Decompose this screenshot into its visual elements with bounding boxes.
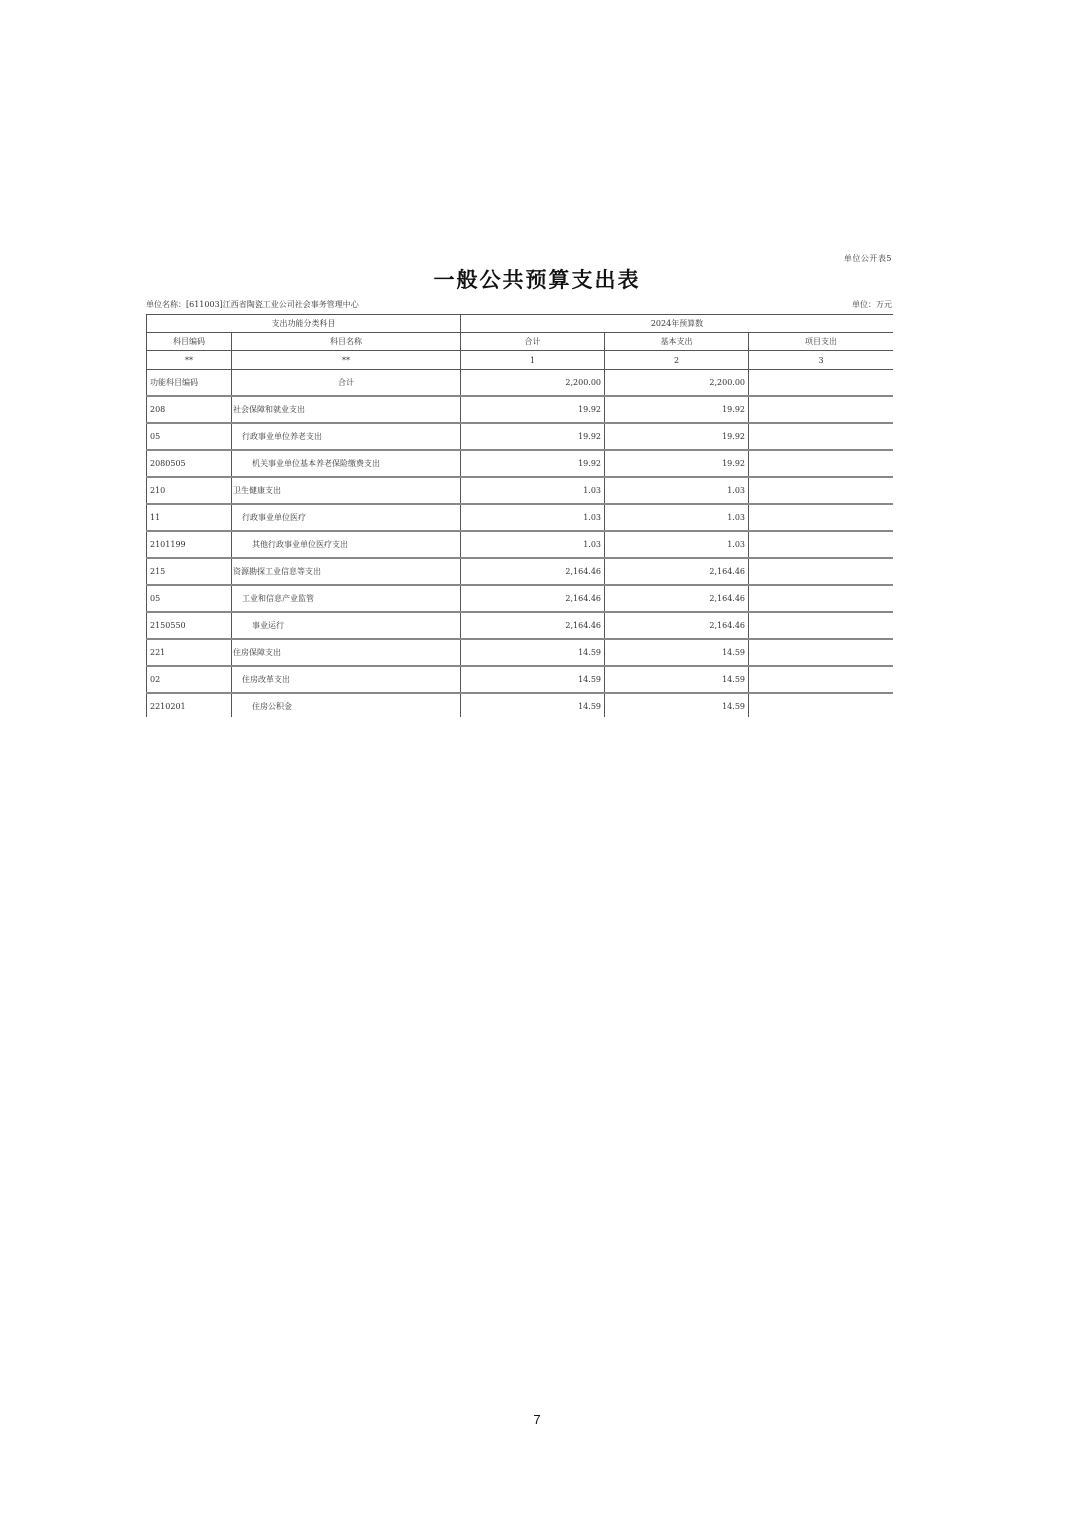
row-code: 215 xyxy=(147,558,232,585)
row-project xyxy=(749,396,894,423)
table-row xyxy=(147,666,894,693)
row-name: 社会保障和就业支出 xyxy=(232,396,461,423)
row-basic: 1.03 xyxy=(605,531,749,558)
row-name: 卫生健康支出 xyxy=(232,477,461,504)
row-project xyxy=(749,612,894,639)
budget-group-header: 2024年预算数 xyxy=(461,315,894,333)
row-total: 14.59 xyxy=(461,693,605,717)
row-name: 事业运行 xyxy=(232,612,461,639)
column-header-project: 项目支出 xyxy=(749,333,894,351)
row-basic: 19.92 xyxy=(605,423,749,450)
row-project xyxy=(749,423,894,450)
index-total: 1 xyxy=(461,351,605,370)
row-project xyxy=(749,450,894,477)
index-basic: 2 xyxy=(605,351,749,370)
row-basic: 2,164.46 xyxy=(605,558,749,585)
row-name: 其他行政事业单位医疗支出 xyxy=(232,531,461,558)
table-body xyxy=(147,370,894,718)
row-name: 行政事业单位养老支出 xyxy=(232,423,461,450)
row-name: 机关事业单位基本养老保险缴费支出 xyxy=(232,450,461,477)
row-total: 14.59 xyxy=(461,639,605,666)
row-basic: 1.03 xyxy=(605,504,749,531)
table-row xyxy=(147,585,894,612)
row-project xyxy=(749,585,894,612)
row-basic: 14.59 xyxy=(605,693,749,717)
row-project xyxy=(749,693,894,717)
budget-table-container xyxy=(146,314,893,717)
header-row-groups xyxy=(147,315,894,333)
form-number: 单位公开表5 xyxy=(843,254,892,263)
row-code: 2150550 xyxy=(147,612,232,639)
row-basic: 2,164.46 xyxy=(605,585,749,612)
table-row xyxy=(147,423,894,450)
row-project xyxy=(749,639,894,666)
page-title: 一般公共预算支出表 xyxy=(433,267,641,292)
row-total: 1.03 xyxy=(461,504,605,531)
row-total: 1.03 xyxy=(461,531,605,558)
row-total: 14.59 xyxy=(461,666,605,693)
row-name: 行政事业单位医疗 xyxy=(232,504,461,531)
row-project xyxy=(749,477,894,504)
index-code: ** xyxy=(147,351,232,370)
row-total: 19.92 xyxy=(461,423,605,450)
row-total: 19.92 xyxy=(461,450,605,477)
row-basic: 2,200.00 xyxy=(605,370,749,397)
row-code: 210 xyxy=(147,477,232,504)
row-basic: 2,164.46 xyxy=(605,612,749,639)
row-name: 资源勘探工业信息等支出 xyxy=(232,558,461,585)
row-project xyxy=(749,531,894,558)
row-name: 住房保障支出 xyxy=(232,639,461,666)
column-header-name: 科目名称 xyxy=(232,333,461,351)
table-row xyxy=(147,612,894,639)
row-code: 2080505 xyxy=(147,450,232,477)
row-total: 2,200.00 xyxy=(461,370,605,397)
table-row xyxy=(147,504,894,531)
index-name: ** xyxy=(232,351,461,370)
row-name: 工业和信息产业监管 xyxy=(232,585,461,612)
index-project: 3 xyxy=(749,351,894,370)
row-basic: 19.92 xyxy=(605,450,749,477)
row-code: 02 xyxy=(147,666,232,693)
table-row xyxy=(147,396,894,423)
column-header-basic: 基本支出 xyxy=(605,333,749,351)
row-name: 住房改革支出 xyxy=(232,666,461,693)
row-basic: 1.03 xyxy=(605,477,749,504)
row-total: 2,164.46 xyxy=(461,558,605,585)
row-code: 2210201 xyxy=(147,693,232,717)
currency-unit-label: 单位：万元 xyxy=(852,300,892,309)
row-total: 19.92 xyxy=(461,396,605,423)
row-code: 221 xyxy=(147,639,232,666)
row-basic: 14.59 xyxy=(605,639,749,666)
row-total: 2,164.46 xyxy=(461,612,605,639)
classification-group-header: 支出功能分类科目 xyxy=(147,315,461,333)
row-basic: 19.92 xyxy=(605,396,749,423)
row-code: 功能科目编码 xyxy=(147,370,232,397)
row-basic: 14.59 xyxy=(605,666,749,693)
header-row-index xyxy=(147,351,894,370)
header-row-columns xyxy=(147,333,894,351)
unit-name-label: 单位名称：[611003]江西省陶瓷工业公司社会事务管理中心 xyxy=(146,300,359,309)
table-row-total xyxy=(147,370,894,397)
row-code: 208 xyxy=(147,396,232,423)
row-total: 1.03 xyxy=(461,477,605,504)
table-header xyxy=(147,315,894,370)
column-header-total: 合计 xyxy=(461,333,605,351)
budget-expenditure-table xyxy=(146,314,893,717)
row-code: 05 xyxy=(147,585,232,612)
table-row xyxy=(147,693,894,717)
row-project xyxy=(749,666,894,693)
table-row xyxy=(147,450,894,477)
row-code: 11 xyxy=(147,504,232,531)
row-total: 2,164.46 xyxy=(461,585,605,612)
row-project xyxy=(749,370,894,397)
row-project xyxy=(749,558,894,585)
page-number: 7 xyxy=(533,1412,541,1427)
row-name: 合计 xyxy=(232,370,461,397)
table-row xyxy=(147,558,894,585)
table-row xyxy=(147,531,894,558)
row-name: 住房公积金 xyxy=(232,693,461,717)
column-header-code: 科目编码 xyxy=(147,333,232,351)
row-code: 05 xyxy=(147,423,232,450)
table-row xyxy=(147,639,894,666)
row-project xyxy=(749,504,894,531)
row-code: 2101199 xyxy=(147,531,232,558)
table-row xyxy=(147,477,894,504)
